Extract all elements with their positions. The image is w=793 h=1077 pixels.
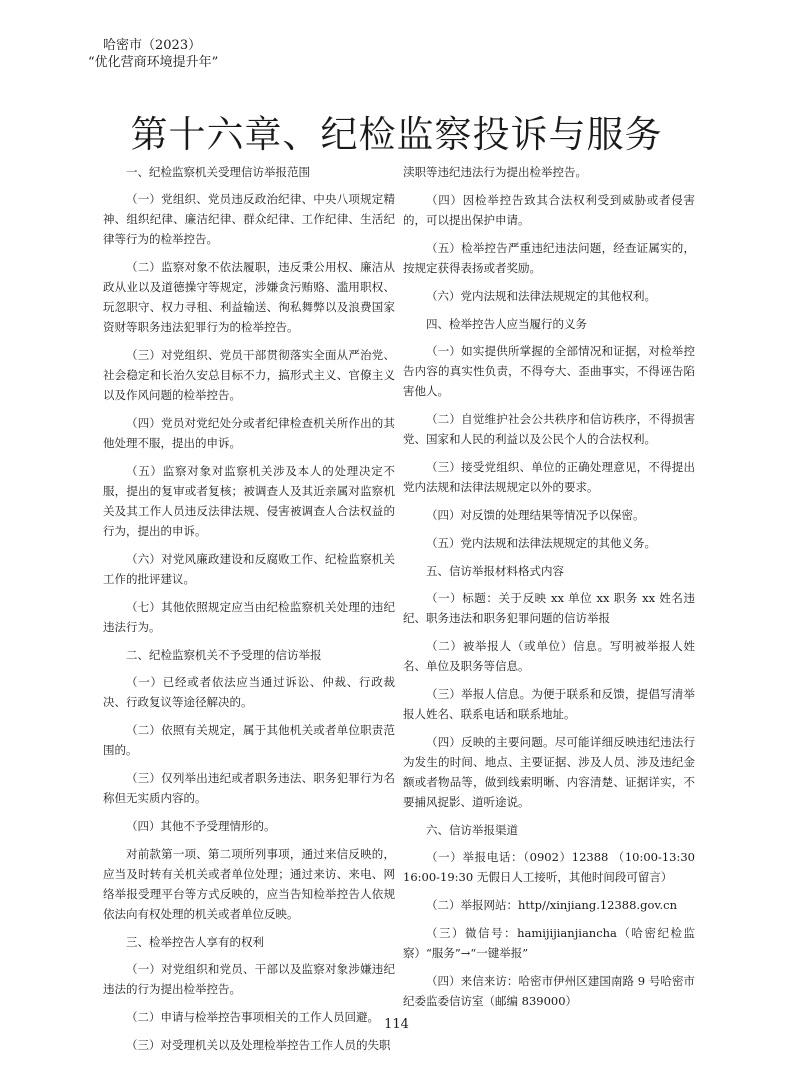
paragraph: （四）因检举控告致其合法权利受到威胁或者侵害的，可以提出保护申请。 <box>403 193 695 227</box>
paragraph: （一）标题：关于反映 xx 单位 xx 职务 xx 姓名违纪、职务违法和职务犯罪问题的信访举报 <box>403 591 695 625</box>
paragraph: （四）其他不予受理情形的。 <box>126 819 276 833</box>
paragraph: （三）微信号：hamijijianjiancha（哈密纪检监察）“服务”→“一键举报” <box>403 926 695 960</box>
paragraph: （三）接受党组织、单位的正确处理意见，不得提出党内法规和法律法规规定以外的要求。 <box>403 460 695 494</box>
section-heading: 五、信访举报材料格式内容 <box>426 564 564 578</box>
paragraph: （四）来信来访：哈密市伊州区建国南路 9 号哈密市纪委监委信访室（邮编 839000） <box>403 974 695 1008</box>
paragraph: （五）检举控告严重违纪违法问题，经查证属实的，按规定获得表扬或者奖励。 <box>403 241 695 275</box>
paragraph: （一）如实提供所掌握的全部情况和证据，对检举控告内容的真实性负责，不得夸大、歪曲事实，不得诬告陷害他人。 <box>403 344 695 398</box>
page-number: 114 <box>384 1017 409 1032</box>
paragraph: （三）对党组织、党员干部贯彻落实全面从严治党、社会稳定和长治久安总目标不力，搞形式主义、官僚主义以及作风问题的检举控告。 <box>103 348 395 402</box>
paragraph: （四）党员对党纪处分或者纪律检查机关所作出的其他处理不服，提出的申诉。 <box>103 416 395 450</box>
paragraph: （一）党组织、党员违反政治纪律、中央八项规定精神、组织纪律、廉洁纪律、群众纪律、工作纪律、生活纪律等行为的检举控告。 <box>103 192 395 246</box>
section-heading: 二、纪检监察机关不予受理的信访举报 <box>126 648 322 662</box>
paragraph: （四）反映的主要问题。尽可能详细反映违纪违法行为发生的时间、地点、主要证据、涉及人员、涉及违纪金额或者物品等，做到线索明晰、内容清楚、证据详实，不要捕风捉影、道听途说。 <box>403 735 695 809</box>
paragraph: （五）监察对象对监察机关涉及本人的处理决定不服，提出的复审或者复核；被调查人及其近亲属对监察机关及其工作人员违反法律法规、侵害被调查人合法权益的行为，提出的申诉。 <box>103 464 395 538</box>
paragraph: （一）已经或者依法应当通过诉讼、仲裁、行政裁决、行政复议等途径解决的。 <box>103 675 395 709</box>
paragraph: （二）举报网站：http//xinjiang.12388.gov.cn <box>426 898 678 912</box>
section-heading: 四、检举控告人应当履行的义务 <box>426 317 587 331</box>
paragraph: （六）对党风廉政建设和反腐败工作、纪检监察机关工作的批评建议。 <box>103 552 395 586</box>
paragraph: （六）党内法规和法律法规规定的其他权利。 <box>426 289 656 303</box>
paragraph: （三）仅列举出违纪或者职务违法、职务犯罪行为名称但无实质内容的。 <box>103 771 395 805</box>
paragraph-continuation: 渎职等违纪违法行为提出检举控告。 <box>403 165 587 179</box>
paragraph: （二）监察对象不依法履职，违反秉公用权、廉洁从政从业以及道德操守等规定，涉嫌贪污贿赂、滥用职权、玩忽职守、权力寻租、利益输送、徇私舞弊以及浪费国家资财等职务违法犯罪行为的检举控告。 <box>103 260 395 334</box>
paragraph: （二）被举报人（或单位）信息。写明被举报人姓名、单位及职务等信息。 <box>403 639 695 673</box>
section-heading: 三、检举控告人享有的权利 <box>126 935 264 949</box>
paragraph: 对前款第一项、第二项所列事项，通过来信反映的，应当及时转有关机关或者单位处理；通过来访、来电、网络举报受理平台等方式反映的，应当告知检举控告人依规依法向有权处理的机关或者单位反映。 <box>103 847 395 921</box>
section-heading: 一、纪检监察机关受理信访举报范围 <box>126 165 310 179</box>
paragraph: （三）举报人信息。为便于联系和反馈，提倡写清举报人姓名、联系电话和联系地址。 <box>403 687 695 721</box>
paragraph: （二）依照有关规定，属于其他机关或者单位职责范围的。 <box>103 723 395 757</box>
left-column <box>103 162 395 1063</box>
paragraph: （三）对受理机关以及处理检举控告工作人员的失职 <box>126 1038 391 1052</box>
header-slogan: “优化营商环境提升年” <box>88 55 219 70</box>
paragraph: （七）其他依照规定应当由纪检监察机关处理的违纪违法行为。 <box>103 600 395 634</box>
paragraph: （四）对反馈的处理结果等情况予以保密。 <box>426 508 645 522</box>
paragraph: （二）申请与检举控告事项相关的工作人员回避。 <box>126 1010 379 1024</box>
paragraph: （一）对党组织和党员、干部以及监察对象涉嫌违纪违法的行为提出检举控告。 <box>103 962 395 996</box>
section-heading: 六、信访举报渠道 <box>426 823 518 837</box>
paragraph: （五）党内法规和法律法规规定的其他义务。 <box>426 536 656 550</box>
header-city: 哈密市（2023） <box>103 38 202 53</box>
paragraph: （二）自觉维护社会公共秩序和信访秩序，不得损害党、国家和人民的利益以及公民个人的合法权利。 <box>403 412 695 446</box>
right-column <box>403 162 695 1019</box>
chapter-title: 第十六章、纪检监察投诉与服务 <box>130 112 663 156</box>
paragraph: （一）举报电话：（0902）12388 （10:00-13:30 16:00-19:30 无假日人工接听，其他时间段可留言） <box>403 850 695 884</box>
